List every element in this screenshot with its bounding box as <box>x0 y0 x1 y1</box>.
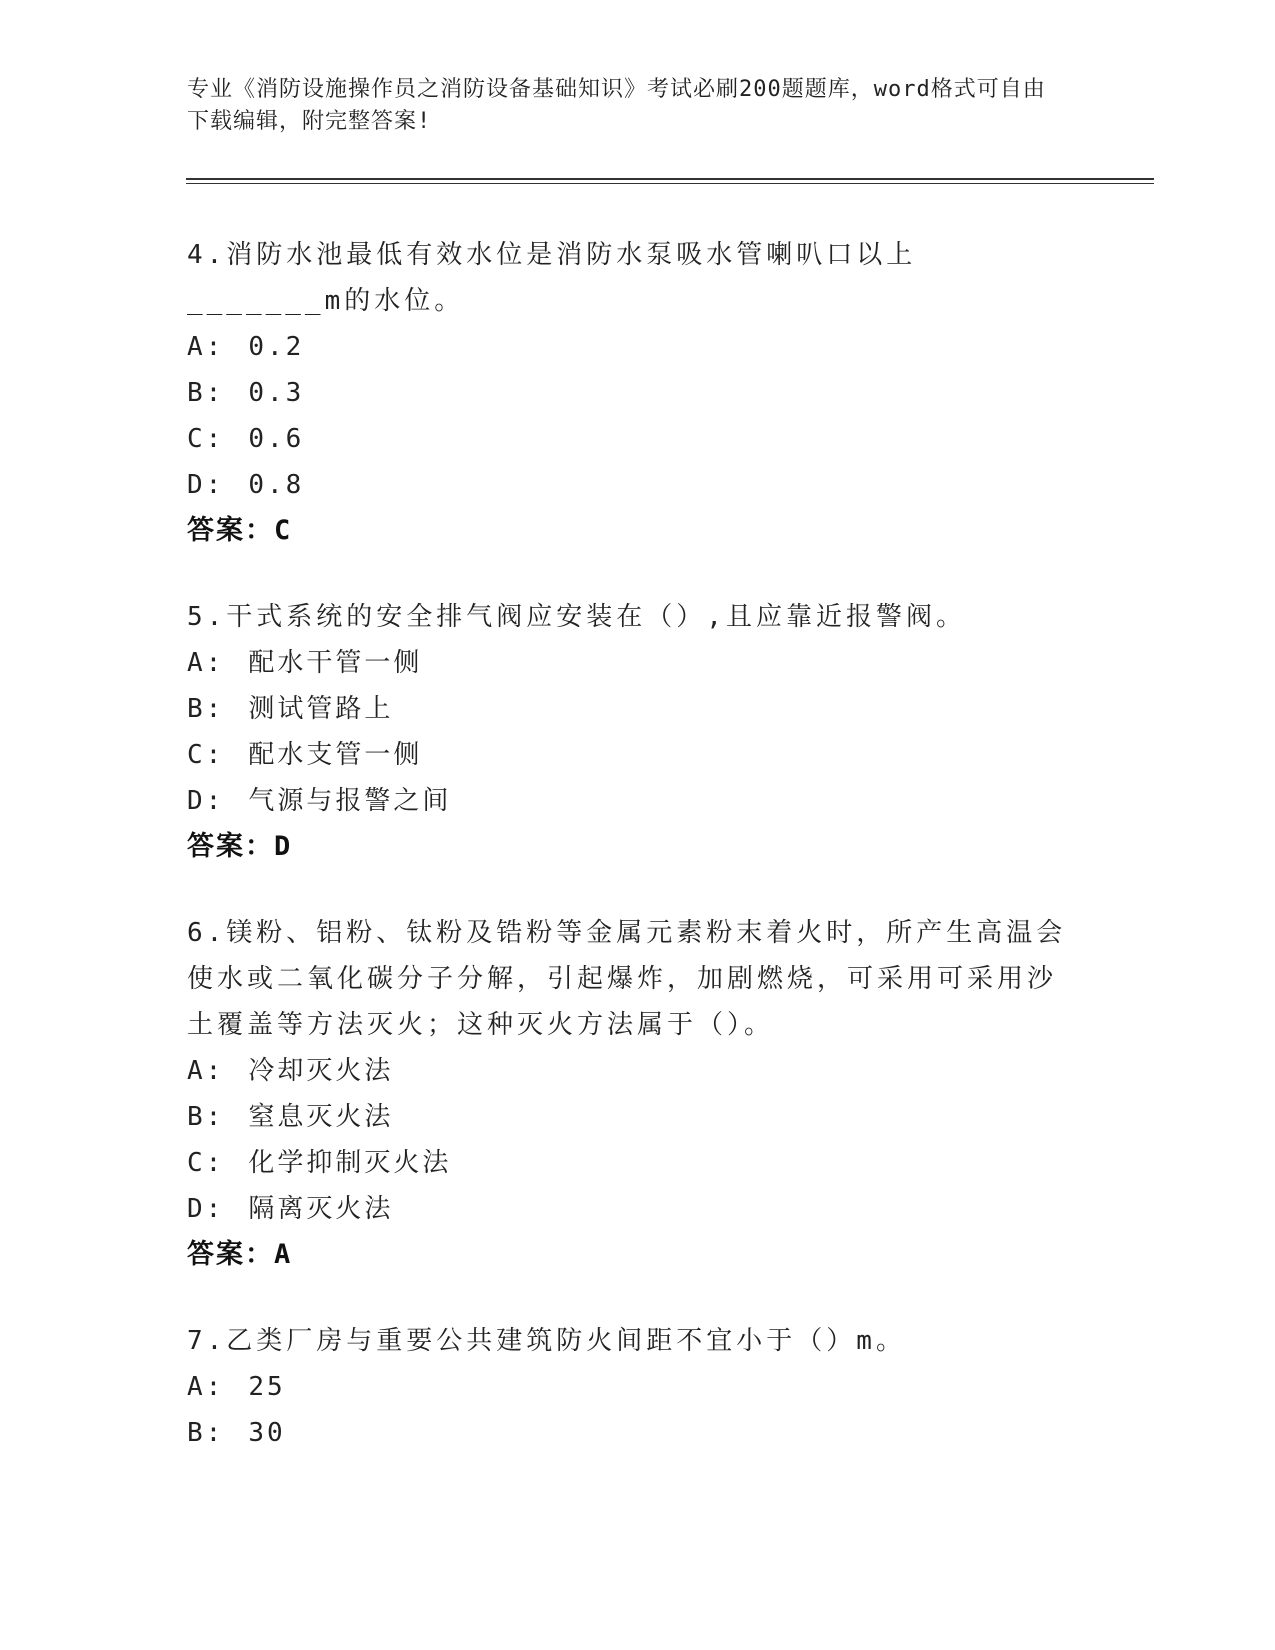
option-text: 25 <box>248 1372 286 1402</box>
option-text: 0.3 <box>248 378 305 408</box>
option-letter: A: <box>187 1372 225 1402</box>
question-text: 7.乙类厂房与重要公共建筑防火间距不宜小于（）m。 <box>187 1326 906 1356</box>
option-a <box>187 1048 1067 1094</box>
question-4 <box>187 232 1067 554</box>
option-letter: B: <box>187 1418 225 1448</box>
option-text: 隔离灭火法 <box>248 1194 394 1224</box>
option-a <box>187 640 1067 686</box>
question-6 <box>187 910 1067 1278</box>
option-b <box>187 370 1067 416</box>
option-letter: A: <box>187 648 225 678</box>
answer-line: 答案：D <box>187 831 293 862</box>
header-divider-thin <box>186 183 1154 184</box>
option-letter: C: <box>187 1148 225 1178</box>
question-text: 5.干式系统的安全排气阀应安装在（）,且应靠近报警阀。 <box>187 602 966 632</box>
option-text: 配水干管一侧 <box>248 648 423 678</box>
question-7 <box>187 1318 1067 1456</box>
option-text: 0.8 <box>248 470 305 500</box>
question-text: 4.消防水池最低有效水位是消防水泵吸水管喇叭口以上_______m的水位。 <box>187 240 917 316</box>
document-header: 专业《消防设施操作员之消防设备基础知识》考试必刷200题题库，word格式可自由下载编辑，附完整答案! <box>187 77 1046 134</box>
option-letter: C: <box>187 424 225 454</box>
option-letter: D: <box>187 470 225 500</box>
option-text: 窒息灭火法 <box>248 1102 394 1132</box>
option-text: 配水支管一侧 <box>248 740 423 770</box>
option-c <box>187 732 1067 778</box>
header-divider-thick <box>186 178 1154 180</box>
option-b <box>187 1094 1067 1140</box>
option-a <box>187 324 1067 370</box>
option-a <box>187 1364 1067 1410</box>
option-d <box>187 778 1067 824</box>
answer-line: 答案：A <box>187 1239 293 1270</box>
question-text: 6.镁粉、铝粉、钛粉及锆粉等金属元素粉末着火时，所产生高温会使水或二氧化碳分子分解，引起爆炸，加剧燃烧，可采用可采用沙土覆盖等方法灭火；这种灭火方法属于（）。 <box>187 918 1067 1040</box>
option-letter: B: <box>187 694 225 724</box>
option-text: 测试管路上 <box>248 694 394 724</box>
option-text: 0.2 <box>248 332 305 362</box>
question-5 <box>187 594 1067 870</box>
option-letter: A: <box>187 1056 225 1086</box>
option-letter: D: <box>187 1194 225 1224</box>
option-letter: D: <box>187 786 225 816</box>
option-letter: C: <box>187 740 225 770</box>
option-text: 0.6 <box>248 424 305 454</box>
option-text: 30 <box>248 1418 286 1448</box>
question-list <box>187 232 1067 1496</box>
option-text: 化学抑制灭火法 <box>248 1148 452 1178</box>
option-b <box>187 1410 1067 1456</box>
option-text: 气源与报警之间 <box>248 786 452 816</box>
option-letter: A: <box>187 332 225 362</box>
option-d <box>187 462 1067 508</box>
option-letter: B: <box>187 1102 225 1132</box>
answer-line: 答案：C <box>187 515 293 546</box>
option-text: 冷却灭火法 <box>248 1056 394 1086</box>
option-c <box>187 416 1067 462</box>
option-c <box>187 1140 1067 1186</box>
option-d <box>187 1186 1067 1232</box>
option-b <box>187 686 1067 732</box>
option-letter: B: <box>187 378 225 408</box>
